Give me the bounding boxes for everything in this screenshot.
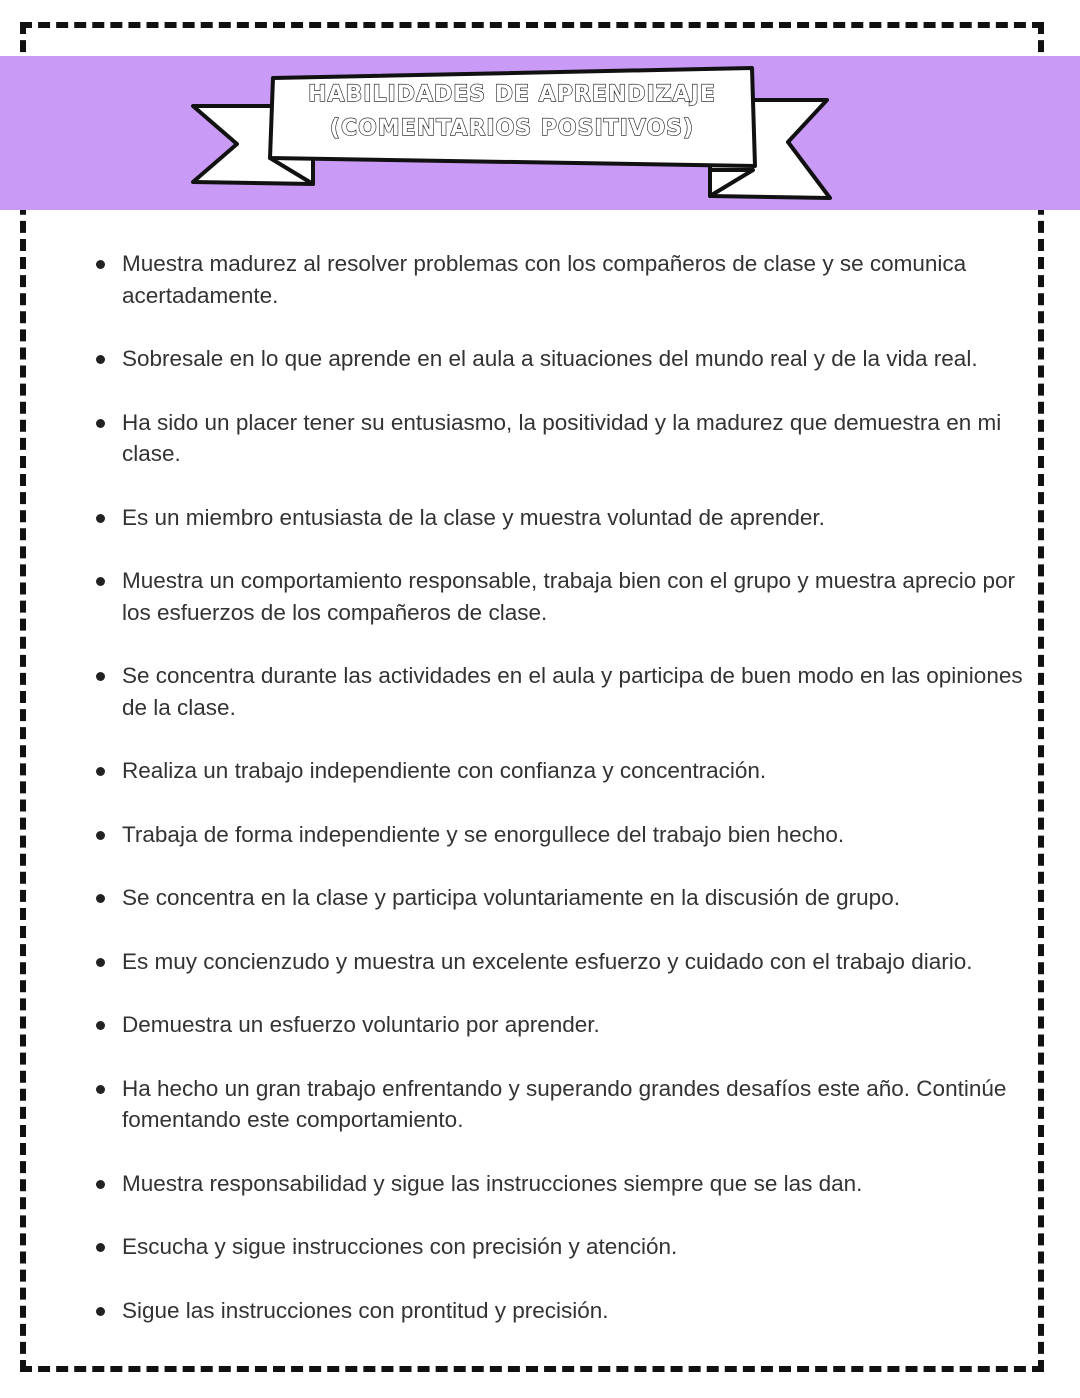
comment-item: Muestra responsabilidad y sigue las instrucciones siempre que se las dan. (122, 1168, 1040, 1200)
comment-item: Sigue las instrucciones con prontitud y precisión. (122, 1295, 1040, 1327)
comment-item: Ha hecho un gran trabajo enfrentando y superando grandes desafíos este año. Continúe fomentando este comportamiento. (122, 1073, 1040, 1136)
comment-item: Realiza un trabajo independiente con confianza y concentración. (122, 755, 1040, 787)
comment-item: Es muy concienzudo y muestra un excelente esfuerzo y cuidado con el trabajo diario. (122, 946, 1040, 978)
comment-item: Demuestra un esfuerzo voluntario por aprender. (122, 1009, 1040, 1041)
comment-item: Muestra un comportamiento responsable, trabaja bien con el grupo y muestra aprecio por los esfuerzos de los compañeros de clase. (122, 565, 1040, 628)
banner-title (272, 78, 752, 146)
banner-title-line-2: (COMENTARIOS POSITIVOS) (329, 116, 695, 141)
comment-item: Sobresale en lo que aprende en el aula a situaciones del mundo real y de la vida real. (122, 343, 1040, 375)
comment-item: Se concentra durante las actividades en el aula y participa de buen modo en las opiniones de la clase. (122, 660, 1040, 723)
comment-item: Muestra madurez al resolver problemas con los compañeros de clase y se comunica acertadamente. (122, 248, 1040, 311)
comment-item: Trabaja de forma independiente y se enorgullece del trabajo bien hecho. (122, 819, 1040, 851)
banner-title-line-1: HABILIDADES DE APRENDIZAJE (308, 82, 716, 107)
comment-item: Es un miembro entusiasta de la clase y muestra voluntad de aprender. (122, 502, 1040, 534)
comment-item: Escucha y sigue instrucciones con precisión y atención. (122, 1231, 1040, 1263)
comment-list (72, 248, 1040, 1358)
comment-item: Ha sido un placer tener su entusiasmo, la positividad y la madurez que demuestra en mi clase. (122, 407, 1040, 470)
comment-item: Se concentra en la clase y participa voluntariamente en la discusión de grupo. (122, 882, 1040, 914)
